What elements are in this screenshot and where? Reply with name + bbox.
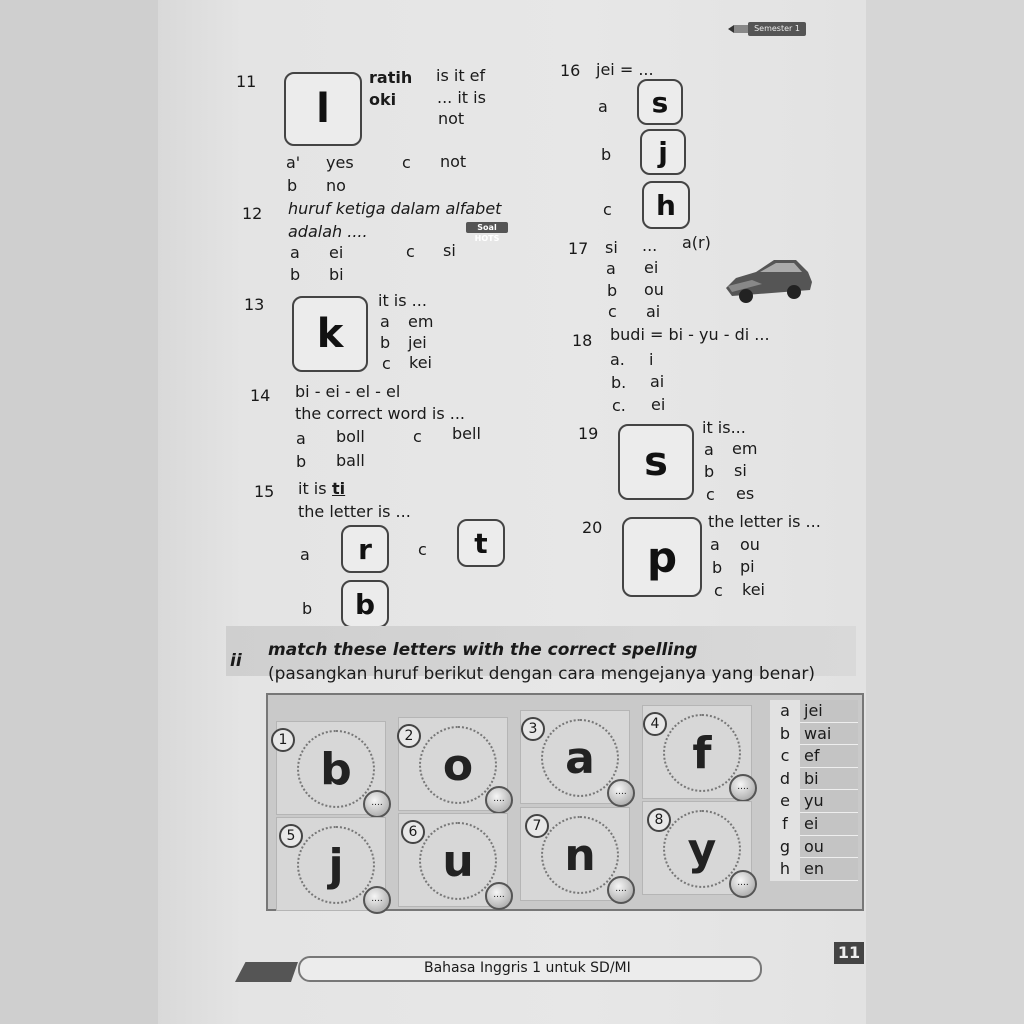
key-value: ou — [800, 836, 858, 859]
key-value: jei — [800, 700, 858, 723]
q11-number: 11 — [236, 72, 257, 91]
q15-option-c[interactable]: t — [457, 519, 505, 567]
answer-bubble[interactable]: .... — [363, 790, 391, 818]
q13-option-c-label: c — [382, 354, 391, 373]
key-row — [770, 858, 858, 881]
q20-number: 20 — [582, 518, 603, 537]
footer-stripe — [228, 962, 298, 982]
q19-option-a[interactable]: em — [732, 439, 758, 458]
tile-number-marker: 7 — [525, 814, 549, 838]
q11-option-b-label: b — [287, 176, 298, 195]
q20-option-c[interactable]: kei — [742, 580, 765, 599]
q13-option-c[interactable]: kei — [409, 353, 432, 372]
answer-bubble[interactable]: .... — [729, 870, 757, 898]
answer-bubble[interactable]: .... — [729, 774, 757, 802]
answer-bubble[interactable]: .... — [363, 886, 391, 914]
q11-name-oki: oki — [369, 90, 397, 109]
answer-bubble[interactable]: .... — [607, 876, 635, 904]
q12-number: 12 — [242, 204, 263, 223]
q15-prompt-word: ti — [332, 479, 346, 498]
tile-number-marker: 4 — [643, 712, 667, 736]
match-tile — [520, 710, 630, 804]
q19-number: 19 — [578, 424, 599, 443]
tile-letter: o — [419, 726, 497, 804]
q13-letter-box: k — [292, 296, 368, 372]
spelling-key-table — [770, 700, 858, 881]
key-value: yu — [800, 790, 858, 813]
q12-option-a[interactable]: ei — [329, 243, 344, 262]
q14-option-a[interactable]: boll — [336, 427, 365, 446]
q15-prompt-pre: it is — [298, 479, 327, 498]
q12-text-line1: huruf ketiga dalam alfabet — [288, 199, 502, 218]
key-value: wai — [800, 723, 858, 746]
q17-option-c-label: c — [608, 302, 617, 321]
key-label: d — [770, 768, 800, 791]
key-row — [770, 700, 858, 723]
q15-option-b-label: b — [302, 599, 313, 618]
q14-spelling: bi - ei - el - el — [295, 382, 401, 401]
tile-letter: b — [297, 730, 375, 808]
q12-option-c[interactable]: si — [443, 241, 456, 260]
tile-number-marker: 1 — [271, 728, 295, 752]
q16-option-b[interactable]: j — [640, 129, 686, 175]
match-tile — [642, 801, 752, 895]
section-numeral: ii — [230, 651, 242, 671]
key-row — [770, 813, 858, 836]
q14-option-c-label: c — [413, 427, 422, 446]
q18-option-b[interactable]: ai — [650, 372, 665, 391]
key-row — [770, 745, 858, 768]
q16-option-a-label: a — [598, 97, 608, 116]
q11-line1: is it ef — [436, 66, 486, 85]
match-tile — [276, 721, 386, 815]
q11-option-c[interactable]: not — [440, 152, 467, 171]
key-label: g — [770, 836, 800, 859]
q15-option-a-label: a — [300, 545, 310, 564]
q14-number: 14 — [250, 386, 271, 405]
page-number: 11 — [834, 942, 864, 964]
key-row — [770, 768, 858, 791]
q18-option-a-label: a. — [610, 350, 625, 369]
q14-option-b-label: b — [296, 452, 307, 471]
q11-option-a-label: a' — [286, 153, 301, 172]
q11-line3: not — [438, 109, 465, 128]
q17-option-c[interactable]: ai — [646, 302, 661, 321]
tile-number-marker: 3 — [521, 717, 545, 741]
q18-option-b-label: b. — [611, 373, 627, 392]
tile-letter: u — [419, 822, 497, 900]
q17-prompt-si: si — [605, 238, 618, 257]
key-row — [770, 723, 858, 746]
tile-letter: n — [541, 816, 619, 894]
q19-option-c[interactable]: es — [736, 484, 755, 503]
q15-number: 15 — [254, 482, 275, 501]
q18-option-a[interactable]: i — [649, 350, 654, 369]
match-tile — [398, 717, 508, 811]
q13-option-a-label: a — [380, 312, 390, 331]
q18-number: 18 — [572, 331, 593, 350]
section-subtitle: (pasangkan huruf berikut dengan cara mengejanya yang benar) — [268, 664, 815, 684]
q11-line2: ... it is — [437, 88, 486, 107]
q17-number: 17 — [568, 239, 589, 258]
key-label: f — [770, 813, 800, 836]
footer-book-title: Bahasa Inggris 1 untuk SD/MI — [424, 960, 631, 976]
key-label: e — [770, 790, 800, 813]
q17-option-a-label: a — [606, 259, 616, 278]
q18-prompt: budi = bi - yu - di ... — [610, 325, 770, 344]
q13-option-b-label: b — [380, 333, 391, 352]
q15-option-b[interactable]: b — [341, 580, 389, 628]
answer-bubble[interactable]: .... — [607, 779, 635, 807]
q20-option-b[interactable]: pi — [740, 557, 755, 576]
q19-prompt: it is... — [702, 418, 746, 437]
tile-letter: y — [663, 810, 741, 888]
q12-option-b[interactable]: bi — [329, 265, 344, 284]
q11-option-b[interactable]: no — [326, 176, 346, 195]
q11-name-ratih: ratih — [369, 68, 413, 87]
q13-prompt: it is ... — [378, 291, 427, 310]
tile-letter: f — [663, 714, 741, 792]
q18-option-c-label: c. — [612, 396, 626, 415]
match-tile — [642, 705, 752, 799]
q14-option-c[interactable]: bell — [452, 424, 481, 443]
q17-prompt-ar: a(r) — [682, 233, 711, 252]
q20-prompt: the letter is ... — [708, 512, 821, 531]
answer-bubble[interactable]: .... — [485, 786, 513, 814]
q13-option-a[interactable]: em — [408, 312, 434, 331]
desk-left — [0, 0, 158, 1024]
q16-prompt: jei = ... — [596, 60, 654, 79]
q13-number: 13 — [244, 295, 265, 314]
q16-option-a[interactable]: s — [637, 79, 683, 125]
answer-bubble[interactable]: .... — [485, 882, 513, 910]
q20-option-a-label: a — [710, 535, 720, 554]
key-label: c — [770, 745, 800, 768]
q15-prompt2: the letter is ... — [298, 502, 411, 521]
q17-option-b[interactable]: ou — [644, 280, 664, 299]
q19-option-c-label: c — [706, 485, 715, 504]
q19-option-b[interactable]: si — [734, 461, 747, 480]
key-value: ei — [800, 813, 858, 836]
section-title: match these letters with the correct spelling — [268, 640, 698, 660]
tile-letter: a — [541, 719, 619, 797]
semester-badge: Semester 1 — [748, 22, 806, 36]
match-tile — [520, 807, 630, 901]
q11-letter-box: l — [284, 72, 362, 146]
match-tile — [276, 817, 386, 911]
q17-option-b-label: b — [607, 281, 618, 300]
tile-number-marker: 6 — [401, 820, 425, 844]
tile-number-marker: 8 — [647, 808, 671, 832]
q18-option-c[interactable]: ei — [651, 395, 666, 414]
key-label: a — [770, 700, 800, 723]
key-value: bi — [800, 768, 858, 791]
q16-option-b-label: b — [601, 145, 612, 164]
q16-option-c[interactable]: h — [642, 181, 690, 229]
key-label: h — [770, 858, 800, 881]
q19-option-b-label: b — [704, 462, 715, 481]
desk-right — [864, 0, 1024, 1024]
tile-number-marker: 2 — [397, 724, 421, 748]
q19-option-a-label: a — [704, 440, 714, 459]
key-value: ef — [800, 745, 858, 768]
q15-option-c-label: c — [418, 540, 427, 559]
q14-option-b[interactable]: ball — [336, 451, 365, 470]
q17-prompt-blank: ... — [642, 236, 658, 255]
tile-number-marker: 5 — [279, 824, 303, 848]
q14-prompt: the correct word is ... — [295, 404, 465, 423]
q15-option-a[interactable]: r — [341, 525, 389, 573]
q13-option-b[interactable]: jei — [408, 333, 427, 352]
q20-option-b-label: b — [712, 558, 723, 577]
q20-option-a[interactable]: ou — [740, 535, 760, 554]
q20-letter-box: p — [622, 517, 702, 597]
key-row — [770, 790, 858, 813]
key-row — [770, 836, 858, 859]
hots-badge: Soal HOTS — [466, 222, 508, 233]
key-label: b — [770, 723, 800, 746]
tile-letter: j — [297, 826, 375, 904]
page-footer — [228, 942, 864, 996]
q16-number: 16 — [560, 61, 581, 80]
q12-option-b-label: b — [290, 265, 301, 284]
q11-option-a[interactable]: yes — [326, 153, 354, 172]
q12-text-line2: adalah .... — [288, 222, 368, 241]
q14-option-a-label: a — [296, 429, 306, 448]
q16-option-c-label: c — [603, 200, 612, 219]
q11-option-c-label: c — [402, 153, 411, 172]
q12-option-c-label: c — [406, 242, 415, 261]
q12-option-a-label: a — [290, 243, 300, 262]
q20-option-c-label: c — [714, 581, 723, 600]
match-tile — [398, 813, 508, 907]
key-value: en — [800, 858, 858, 881]
q17-option-a[interactable]: ei — [644, 258, 659, 277]
car-illustration — [722, 254, 816, 306]
q19-letter-box: s — [618, 424, 694, 500]
